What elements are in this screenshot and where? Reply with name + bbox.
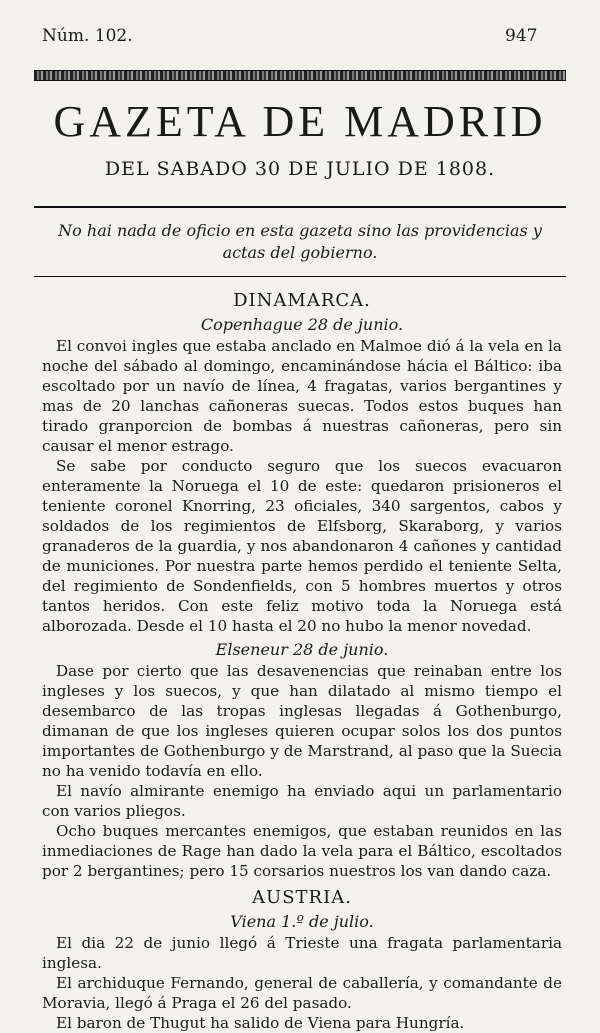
rule-bottom bbox=[34, 276, 566, 277]
article-paragraph: Ocho buques mercantes enemigos, que estaban reunidos en las inmediaciones de Rage han dado la vela para el Báltico, escoltados por 2 bergantines; pero 15 corsarios nuestros los van dando caza. bbox=[42, 822, 562, 880]
ornamental-rule bbox=[34, 70, 566, 81]
article-paragraph: El archiduque Fernando, general de caballería, y comandante de Moravia, llegó á Praga el 26 del pasado. bbox=[42, 974, 562, 1012]
page-number: 947 bbox=[505, 26, 538, 46]
notice-text: No hai nada de oficio en esta gazeta sino las providencias y actas del gobierno. bbox=[58, 221, 542, 262]
issue-number: Núm. 102. bbox=[42, 26, 133, 46]
article-paragraph: El convoi ingles que estaba anclado en Malmoe dió á la vela en la noche del sábado al domingo, encaminándose hácia el Báltico: iba escoltado por un navío de línea, 4 fragatas, varios bergantines y mas de 20 lanchas cañoneras suecas. Todos estos buques han tirado granporcion de bombas á nuestras cañoneras, pero sin causar el menor estrago. bbox=[42, 337, 562, 455]
article-paragraph: Dase por cierto que las desavenencias que reinaban entre los ingleses y los suecos, y que han dilatado al mismo tiempo el desembarco de las tropas inglesas llegadas á Gothenburgo, dimanan de que los ingleses quieren ocupar solos los dos puntos importantes de Gothenburgo y de Marstrand, al paso que la Suecia no ha venido todavía en ello. bbox=[42, 662, 562, 780]
section-title-austria: AUSTRIA. bbox=[252, 887, 352, 908]
section-title-dinamarca: DINAMARCA. bbox=[233, 290, 371, 311]
article-paragraph: El navío almirante enemigo ha enviado aqui un parlamentario con varios pliegos. bbox=[42, 782, 562, 820]
article-paragraph: El baron de Thugut ha salido de Viena para Hungría. bbox=[56, 1014, 465, 1032]
dispatch-dateline: Copenhague 28 de junio. bbox=[200, 315, 404, 334]
rule-top bbox=[34, 206, 566, 208]
article-paragraph: El dia 22 de junio llegó á Trieste una fragata parlamentaria inglesa. bbox=[42, 934, 562, 972]
masthead-title: GAZETA DE MADRID bbox=[53, 97, 547, 146]
dispatch-dateline: Viena 1.º de julio. bbox=[230, 912, 374, 931]
article-paragraph: Se sabe por conducto seguro que los suecos evacuaron enteramente la Noruega el 10 de este: quedaron prisioneros el teniente coronel Knorring, 23 oficiales, 340 sargentos, cabos y soldados de los regimientos de Elfsborg, Skaraborg, y varios granaderos de la guardia, y nos abandonaron 4 cañones y cantidad de municiones. Por nuestra parte hemos perdido el teniente Selta, del regimiento de Sondenfields, con 5 hombres muertos y otros tantos heridos. Con este feliz motivo toda la Noruega está alborozada. Desde el 10 hasta el 20 no hubo la menor novedad. bbox=[42, 457, 562, 635]
article-column bbox=[42, 290, 562, 1033]
issue-date: DEL SABADO 30 DE JULIO DE 1808. bbox=[104, 158, 496, 180]
dispatch-dateline: Elseneur 28 de junio. bbox=[215, 640, 389, 659]
